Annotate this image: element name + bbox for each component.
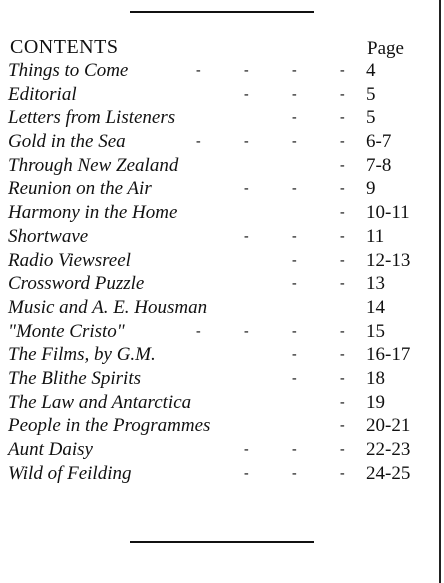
entry-title: Radio Viewsreel	[8, 249, 131, 271]
contents-list	[8, 59, 433, 485]
entry-title: Reunion on the Air	[8, 178, 152, 200]
entry-title: Editorial	[8, 83, 77, 105]
entry-title: Music and A. E. Housman	[8, 296, 208, 318]
leader-dash: -	[244, 465, 249, 481]
entry-title: The Blithe Spirits	[8, 367, 141, 389]
entry-page-number: 4	[366, 60, 376, 81]
leader-dash: -	[244, 228, 249, 244]
entry-page-number: 18	[366, 367, 385, 389]
contents-entry	[8, 59, 433, 83]
entry-page-number: 14	[366, 296, 385, 318]
right-column-border	[439, 0, 441, 583]
entry-title: "Monte Cristo"	[8, 320, 125, 342]
entry-page-number: 6-7	[366, 131, 392, 153]
leader-dash: -	[340, 181, 345, 197]
entry-page-number: 5	[366, 83, 376, 105]
leader-dash: -	[340, 394, 345, 410]
entry-title: The Films, by G.M.	[8, 344, 156, 366]
contents-entry	[8, 201, 433, 225]
contents-entry	[8, 462, 433, 486]
entry-page-number: 13	[366, 273, 385, 295]
leader-dash: -	[340, 228, 345, 244]
entry-title: People in the Programmes	[8, 415, 211, 437]
leader-dash: -	[292, 442, 297, 457]
contents-entry	[8, 225, 433, 249]
contents-entry	[8, 154, 433, 178]
entry-page-number: 11	[366, 225, 385, 247]
entry-title: The Law and Antarctica	[8, 391, 192, 413]
entry-page-number: 24-25	[366, 462, 411, 484]
entry-title: Aunt Daisy	[8, 439, 93, 460]
leader-dash: -	[292, 370, 297, 386]
leader-dash: -	[292, 252, 297, 268]
entry-page-number: 7-8	[366, 154, 392, 176]
contents-entry	[8, 249, 433, 273]
leader-dash: -	[196, 134, 201, 150]
leader-dash: -	[244, 63, 249, 78]
leader-dash: -	[292, 134, 297, 150]
contents-title: CONTENTS	[10, 36, 119, 58]
leader-dash: -	[340, 347, 345, 363]
leader-dash: -	[340, 205, 345, 221]
leader-dash: -	[244, 134, 249, 150]
leader-dash: -	[292, 465, 297, 481]
leader-dash: -	[292, 323, 297, 339]
contents-entry	[8, 296, 433, 320]
leader-dash: -	[292, 276, 297, 292]
leader-dash: -	[244, 181, 249, 197]
leader-dash: -	[196, 323, 201, 339]
leader-dash: -	[292, 63, 297, 78]
leader-dash: -	[340, 323, 345, 339]
contents-entry	[8, 106, 433, 130]
entry-page-number: 22-23	[366, 439, 411, 460]
entry-title: Harmony in the Home	[8, 202, 178, 224]
leader-dash: -	[244, 442, 249, 457]
entry-page-number: 9	[366, 178, 376, 200]
leader-dash: -	[340, 157, 345, 173]
leader-dash: -	[292, 110, 297, 126]
entry-page-number: 19	[366, 391, 385, 413]
bottom-rule	[130, 541, 314, 543]
entry-page-number: 20-21	[366, 415, 411, 437]
leader-dash: -	[292, 347, 297, 363]
entry-page-number: 10-11	[366, 202, 410, 224]
leader-dash: -	[340, 418, 345, 434]
leader-dash: -	[340, 63, 345, 78]
leader-dash: -	[244, 323, 249, 339]
leader-dash: -	[340, 252, 345, 268]
leader-dash: -	[340, 86, 345, 102]
entry-title: Things to Come	[8, 60, 129, 81]
leader-dash: -	[340, 110, 345, 126]
leader-dash: -	[340, 134, 345, 150]
entry-title: Crossword Puzzle	[8, 273, 145, 295]
entry-page-number: 12-13	[366, 249, 411, 271]
leader-dash: -	[340, 276, 345, 292]
contents-entry	[8, 83, 433, 107]
leader-dash: -	[340, 465, 345, 481]
entry-page-number: 16-17	[366, 344, 411, 366]
contents-entry	[8, 367, 433, 391]
leader-dash: -	[340, 442, 345, 457]
entry-page-number: 5	[366, 107, 376, 129]
top-rule	[130, 11, 314, 13]
contents-entry	[8, 130, 433, 154]
contents-entry	[8, 320, 433, 344]
entry-title: Gold in the Sea	[8, 131, 126, 153]
leader-dash: -	[340, 370, 345, 386]
entry-title: Through New Zealand	[8, 154, 179, 176]
contents-entry	[8, 343, 433, 367]
leader-dash: -	[292, 228, 297, 244]
page-column-label: Page	[367, 38, 404, 59]
contents-entry	[8, 391, 433, 415]
leader-dash: -	[292, 86, 297, 102]
leader-dash: -	[196, 63, 201, 78]
entry-page-number: 15	[366, 320, 385, 342]
entry-title: Shortwave	[8, 225, 89, 247]
contents-entry	[8, 177, 433, 201]
contents-entry	[8, 438, 433, 462]
entry-title: Wild of Feilding	[8, 462, 132, 484]
contents-entry	[8, 414, 433, 438]
contents-entry	[8, 272, 433, 296]
leader-dash: -	[244, 86, 249, 102]
leader-dash: -	[292, 181, 297, 197]
entry-title: Letters from Listeners	[8, 107, 176, 129]
